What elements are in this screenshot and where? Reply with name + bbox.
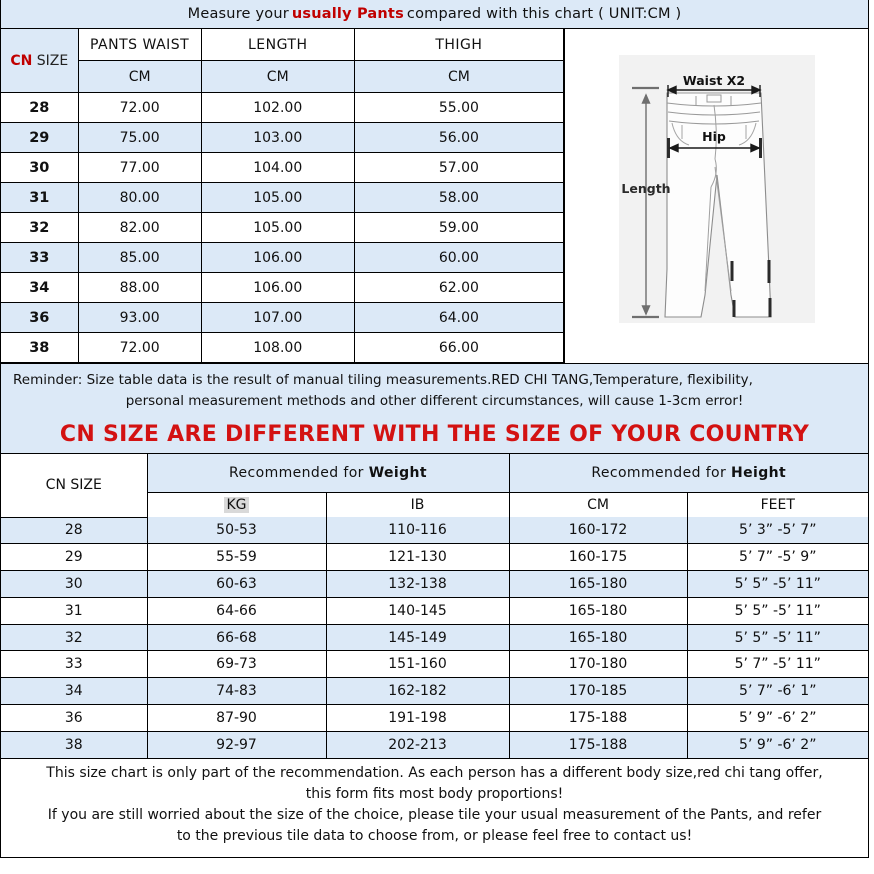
cell-feet: 5’ 5” -5’ 11” [687,571,868,598]
cell-thigh: 60.00 [354,243,563,273]
table-row [1,243,564,273]
cell-size: 38 [1,333,78,363]
footnote-line-1: This size chart is only part of the recommendation. As each person has a different body size,red chi tang offer, [46,765,823,782]
cell-thigh: 55.00 [354,93,563,123]
cell-length: 108.00 [201,333,354,363]
table-row [1,678,868,705]
header-recommended-height [509,454,868,493]
unit-thigh: CM [354,61,563,93]
cell-length: 107.00 [201,303,354,333]
chart-title [1,0,868,29]
cell-length: 106.00 [201,243,354,273]
cell-kg: 69-73 [147,651,326,678]
measurements-table-body [1,93,564,363]
unit-ib: IB [326,493,509,518]
table-row [1,651,868,678]
header-recommended-weight [147,454,509,493]
cell-waist: 80.00 [78,183,201,213]
reminder-note [1,363,868,416]
cell-ib: 191-198 [326,705,509,732]
table-row [1,93,564,123]
waist-label: Waist X2 [682,73,745,88]
recommendation-table [1,454,868,758]
recommendation-table-head [1,454,868,517]
height-group-emphasis: Height [731,465,787,481]
cell-size: 29 [1,544,147,571]
table-row [1,183,564,213]
cell-size: 36 [1,303,78,333]
table-row [1,597,868,624]
cell-thigh: 56.00 [354,123,563,153]
cell-size: 31 [1,597,147,624]
cell-waist: 88.00 [78,273,201,303]
cell-thigh: 59.00 [354,213,563,243]
cell-kg: 64-66 [147,597,326,624]
cell-length: 103.00 [201,123,354,153]
unit-cm: CM [509,493,687,518]
header-pants-waist: PANTS WAIST [78,29,201,61]
cell-thigh: 57.00 [354,153,563,183]
reminder-line-1: Reminder: Size table data is the result of manual tiling measurements.RED CHI TANG,Temperature, flexibility, [13,372,753,388]
cell-size: 33 [1,243,78,273]
cell-ib: 162-182 [326,678,509,705]
cell-kg: 87-90 [147,705,326,732]
bottom-chart-section [0,453,869,858]
chart-title-pre: Measure your [187,6,289,22]
table-row [1,123,564,153]
cell-waist: 72.00 [78,333,201,363]
table-row [1,517,868,544]
cell-cm: 160-172 [509,517,687,544]
header-thigh: THIGH [354,29,563,61]
cell-cm: 165-180 [509,624,687,651]
cell-ib: 140-145 [326,597,509,624]
table-row [1,731,868,758]
cell-feet: 5’ 7” -5’ 11” [687,651,868,678]
cell-length: 104.00 [201,153,354,183]
measurements-table [1,29,564,363]
cell-size: 29 [1,123,78,153]
cell-ib: 132-138 [326,571,509,598]
cell-waist: 75.00 [78,123,201,153]
cell-size: 31 [1,183,78,213]
cell-feet: 5’ 7” -5’ 9” [687,544,868,571]
cell-size: 38 [1,731,147,758]
cell-size: 34 [1,678,147,705]
table-row [1,273,564,303]
recommendation-table-body [1,517,868,758]
cell-ib: 202-213 [326,731,509,758]
cell-cm: 160-175 [509,544,687,571]
cell-ib: 110-116 [326,517,509,544]
cell-cm: 170-185 [509,678,687,705]
hip-label: Hip [701,129,726,144]
table-row [1,303,564,333]
footnote-line-3: If you are still worried about the size of the choice, please tile your usual measurement of the Pants, and refer [47,807,822,824]
size-label: SIZE [32,52,69,69]
cell-cm: 165-180 [509,597,687,624]
weight-group-emphasis: Weight [368,465,428,481]
cell-size: 30 [1,153,78,183]
chart-title-emphasis: usually Pants [291,6,404,22]
table-row [1,333,564,363]
cell-feet: 5’ 5” -5’ 11” [687,624,868,651]
cell-kg: 60-63 [147,571,326,598]
cell-size: 32 [1,213,78,243]
table-row [1,624,868,651]
cell-length: 106.00 [201,273,354,303]
top-chart-body [1,29,868,363]
cell-length: 105.00 [201,183,354,213]
cell-feet: 5’ 9” -6’ 2” [687,705,868,732]
cell-cm: 165-180 [509,571,687,598]
cell-thigh: 62.00 [354,273,563,303]
cell-cm: 170-180 [509,651,687,678]
cell-waist: 93.00 [78,303,201,333]
height-group-pre: Recommended for [591,465,732,481]
unit-kg-label: KG [226,497,247,513]
cell-length: 102.00 [201,93,354,123]
cell-cm: 175-188 [509,731,687,758]
header-cn-size: CN SIZE [1,454,147,517]
cell-kg: 66-68 [147,624,326,651]
cell-size: 28 [1,93,78,123]
header-length: LENGTH [201,29,354,61]
cell-feet: 5’ 5” -5’ 11” [687,597,868,624]
pants-illustration-svg [619,55,815,323]
footnote-note [1,758,868,857]
table-row [1,544,868,571]
cell-kg: 92-97 [147,731,326,758]
cell-size: 32 [1,624,147,651]
cell-kg: 50-53 [147,517,326,544]
header-cn-size [1,29,78,93]
measurements-table-head [1,29,564,93]
cell-size: 30 [1,571,147,598]
weight-group-pre: Recommended for [229,465,369,481]
cell-size: 36 [1,705,147,732]
cell-thigh: 64.00 [354,303,563,333]
cell-length: 105.00 [201,213,354,243]
cell-waist: 77.00 [78,153,201,183]
cell-waist: 85.00 [78,243,201,273]
footnote-line-4: to the previous tile data to choose from, or please feel free to contact us! [176,828,693,845]
cell-feet: 5’ 7” -6’ 1” [687,678,868,705]
cell-ib: 151-160 [326,651,509,678]
cell-cm: 175-188 [509,705,687,732]
cell-size: 33 [1,651,147,678]
chart-title-post: compared with this chart ( UNIT:CM ) [406,6,682,22]
length-label: Length [620,181,671,196]
cell-waist: 72.00 [78,93,201,123]
cn-label: CN [10,52,33,69]
table-row [1,213,564,243]
table-row [1,153,564,183]
cell-size: 34 [1,273,78,303]
unit-kg [147,493,326,518]
cell-feet: 5’ 9” -6’ 2” [687,731,868,758]
unit-pants-waist: CM [78,61,201,93]
unit-feet: FEET [687,493,868,518]
cell-kg: 74-83 [147,678,326,705]
cell-thigh: 66.00 [354,333,563,363]
reminder-line-2: personal measurement methods and other different circumstances, will cause 1-3cm error! [125,392,744,409]
table-row [1,705,868,732]
cell-thigh: 58.00 [354,183,563,213]
footnote-line-2: this form fits most body proportions! [305,786,564,803]
cell-kg: 55-59 [147,544,326,571]
cell-size: 28 [1,517,147,544]
table-row [1,571,868,598]
pants-diagram-cell [564,29,868,363]
cell-feet: 5’ 3” -5’ 7” [687,517,868,544]
country-size-warning: CN SIZE ARE DIFFERENT WITH THE SIZE OF YOUR COUNTRY [1,416,868,457]
cell-waist: 82.00 [78,213,201,243]
cell-ib: 121-130 [326,544,509,571]
unit-length: CM [201,61,354,93]
pants-diagram [619,55,815,323]
cell-ib: 145-149 [326,624,509,651]
